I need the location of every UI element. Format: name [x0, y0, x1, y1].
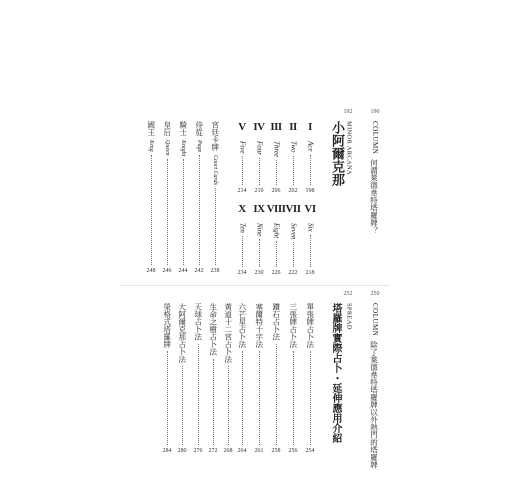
- page-number-left: 192: [343, 109, 353, 115]
- dot-leader: [310, 351, 311, 445]
- dot-leader: [310, 235, 311, 267]
- page-number: 206: [271, 188, 281, 194]
- spread-name: 榮格式塔羅牌: [162, 303, 172, 348]
- page-number: 256: [288, 448, 298, 454]
- court-name-en: Knight: [180, 140, 186, 157]
- court-entry: [194, 121, 204, 274]
- page-number-left: 252: [343, 291, 353, 297]
- page-number-right: 190: [370, 109, 380, 115]
- court-name-en: Court Cards: [212, 155, 218, 185]
- court-name-en: Queen: [164, 140, 170, 156]
- spread-name: 天球占卜法: [193, 303, 203, 341]
- dot-leader: [183, 159, 184, 265]
- court-entry: [146, 121, 156, 274]
- court-name-cn: 皇后: [162, 121, 172, 136]
- page-number: 230: [254, 270, 264, 276]
- page-number: 248: [146, 268, 156, 274]
- card-entry: [288, 141, 298, 194]
- dot-leader: [276, 241, 277, 267]
- spread-name: 黃道十二宮占卜法: [223, 303, 233, 363]
- dot-leader: [259, 351, 260, 445]
- page-number: 276: [193, 448, 203, 454]
- roman-numeral: III: [270, 121, 282, 133]
- section-title-en: SPREAD: [345, 303, 353, 330]
- spread-entry: [271, 303, 281, 454]
- column-title: 除了萊德韋特塔羅牌以外熱門的塔羅牌: [369, 341, 379, 469]
- court-name-cn: 騎士: [178, 121, 188, 136]
- page-number: 222: [288, 270, 298, 276]
- roman-numeral: I: [308, 121, 312, 133]
- spread-entry: [305, 303, 315, 454]
- card-name: Ace: [306, 141, 315, 152]
- card-name: Two: [289, 141, 298, 153]
- spread-entry: [223, 303, 233, 454]
- roman-numeral: VII: [285, 203, 301, 215]
- page-number: 246: [162, 268, 172, 274]
- page-number: 218: [305, 270, 315, 276]
- roman-numeral: V: [238, 121, 246, 133]
- card-name: Four: [255, 141, 264, 155]
- page-number: 234: [237, 270, 247, 276]
- section-title-en: MINOR ARCANA: [345, 121, 353, 175]
- spread-entry: [237, 303, 247, 454]
- section-title-cn: 塔羅牌實際占卜・延伸應用介紹: [330, 303, 341, 443]
- spread-entry: [288, 303, 298, 454]
- card-entry: [237, 223, 247, 276]
- court-name-cn: 宮廷卡牌: [210, 121, 220, 151]
- court-name-en: Page: [196, 140, 202, 153]
- dot-leader: [242, 236, 243, 267]
- page-number: 210: [254, 188, 264, 194]
- dot-leader: [198, 344, 199, 446]
- spread-entry: [193, 303, 203, 454]
- card-name: Nine: [255, 223, 264, 237]
- page-number: 268: [223, 448, 233, 454]
- spread-entry: [177, 303, 187, 454]
- dot-leader: [167, 351, 168, 445]
- court-entry: [178, 121, 188, 274]
- card-name: Eight: [272, 223, 281, 239]
- page-number: 198: [305, 188, 315, 194]
- card-name: Five: [238, 141, 247, 154]
- spread-name: 大阿爾克那占卜法: [177, 303, 187, 363]
- card-entry: [237, 141, 247, 194]
- dot-leader: [293, 351, 294, 445]
- roman-numeral: X: [238, 203, 246, 215]
- spread-entry: [208, 303, 218, 454]
- page-number: 226: [271, 270, 281, 276]
- roman-numeral: II: [289, 121, 297, 133]
- page-number: 272: [208, 448, 218, 454]
- court-name-cn: 國王: [146, 121, 156, 136]
- roman-numeral: IX: [253, 203, 265, 215]
- card-entry: [305, 141, 315, 194]
- dot-leader: [276, 160, 277, 185]
- dot-leader: [228, 366, 229, 445]
- page-number: 280: [177, 448, 187, 454]
- column-label: COLUMN: [371, 121, 379, 155]
- page-number: 258: [271, 448, 281, 454]
- page-number: 261: [254, 448, 264, 454]
- dot-leader: [293, 156, 294, 185]
- page-number: 242: [194, 268, 204, 274]
- section-divider: [120, 285, 390, 286]
- court-name-en: King: [148, 140, 154, 152]
- page-number: 264: [237, 448, 247, 454]
- page-number: 254: [305, 448, 315, 454]
- spread-name: 六芒星占卜法: [237, 303, 247, 348]
- dot-leader: [151, 155, 152, 265]
- roman-numeral: VIII: [266, 203, 286, 215]
- roman-numeral: IV: [253, 121, 265, 133]
- card-entry: [271, 141, 281, 194]
- spread-name: 單張牌占卜法: [305, 303, 315, 348]
- dot-leader: [242, 351, 243, 445]
- court-entry: [162, 121, 172, 274]
- dot-leader: [259, 239, 260, 267]
- spread-entry: [254, 303, 264, 454]
- dot-leader: [167, 159, 168, 265]
- card-name: Seven: [289, 223, 298, 240]
- court-name-cn: 侍從: [194, 121, 204, 136]
- roman-numeral: VI: [304, 203, 316, 215]
- card-entry: [271, 223, 281, 276]
- page-number: 284: [162, 448, 172, 454]
- dot-leader: [182, 366, 183, 445]
- dot-leader: [213, 359, 214, 446]
- card-name: Six: [306, 223, 315, 232]
- spread-name: 生命之樹占卜法: [208, 303, 218, 356]
- spread-name: 三張牌占卜法: [288, 303, 298, 348]
- court-entry: [210, 121, 220, 274]
- dot-leader: [259, 158, 260, 185]
- card-name: Three: [272, 141, 281, 158]
- dot-leader: [199, 155, 200, 265]
- dot-leader: [276, 344, 277, 446]
- spread-name: 塞爾特十字法: [254, 303, 264, 348]
- dot-leader: [215, 188, 216, 265]
- dot-leader: [242, 156, 243, 185]
- page-number: 214: [237, 188, 247, 194]
- section-title-cn: 小阿爾克那: [329, 121, 344, 186]
- column-label: COLUMN: [371, 303, 379, 337]
- dot-leader: [293, 242, 294, 267]
- card-entry: [254, 141, 264, 194]
- dot-leader: [310, 155, 311, 186]
- page-number: 244: [178, 268, 188, 274]
- card-entry: [288, 223, 298, 276]
- spread-name: 鑽石占卜法: [271, 303, 281, 341]
- card-entry: [305, 223, 315, 276]
- page-number-right: 250: [370, 291, 380, 297]
- spread-entry: [162, 303, 172, 454]
- page-number: 238: [210, 268, 220, 274]
- card-entry: [254, 223, 264, 276]
- card-name: Ten: [238, 223, 247, 233]
- column-title: 何謂萊德韋特塔羅牌？: [369, 159, 379, 234]
- page-number: 202: [288, 188, 298, 194]
